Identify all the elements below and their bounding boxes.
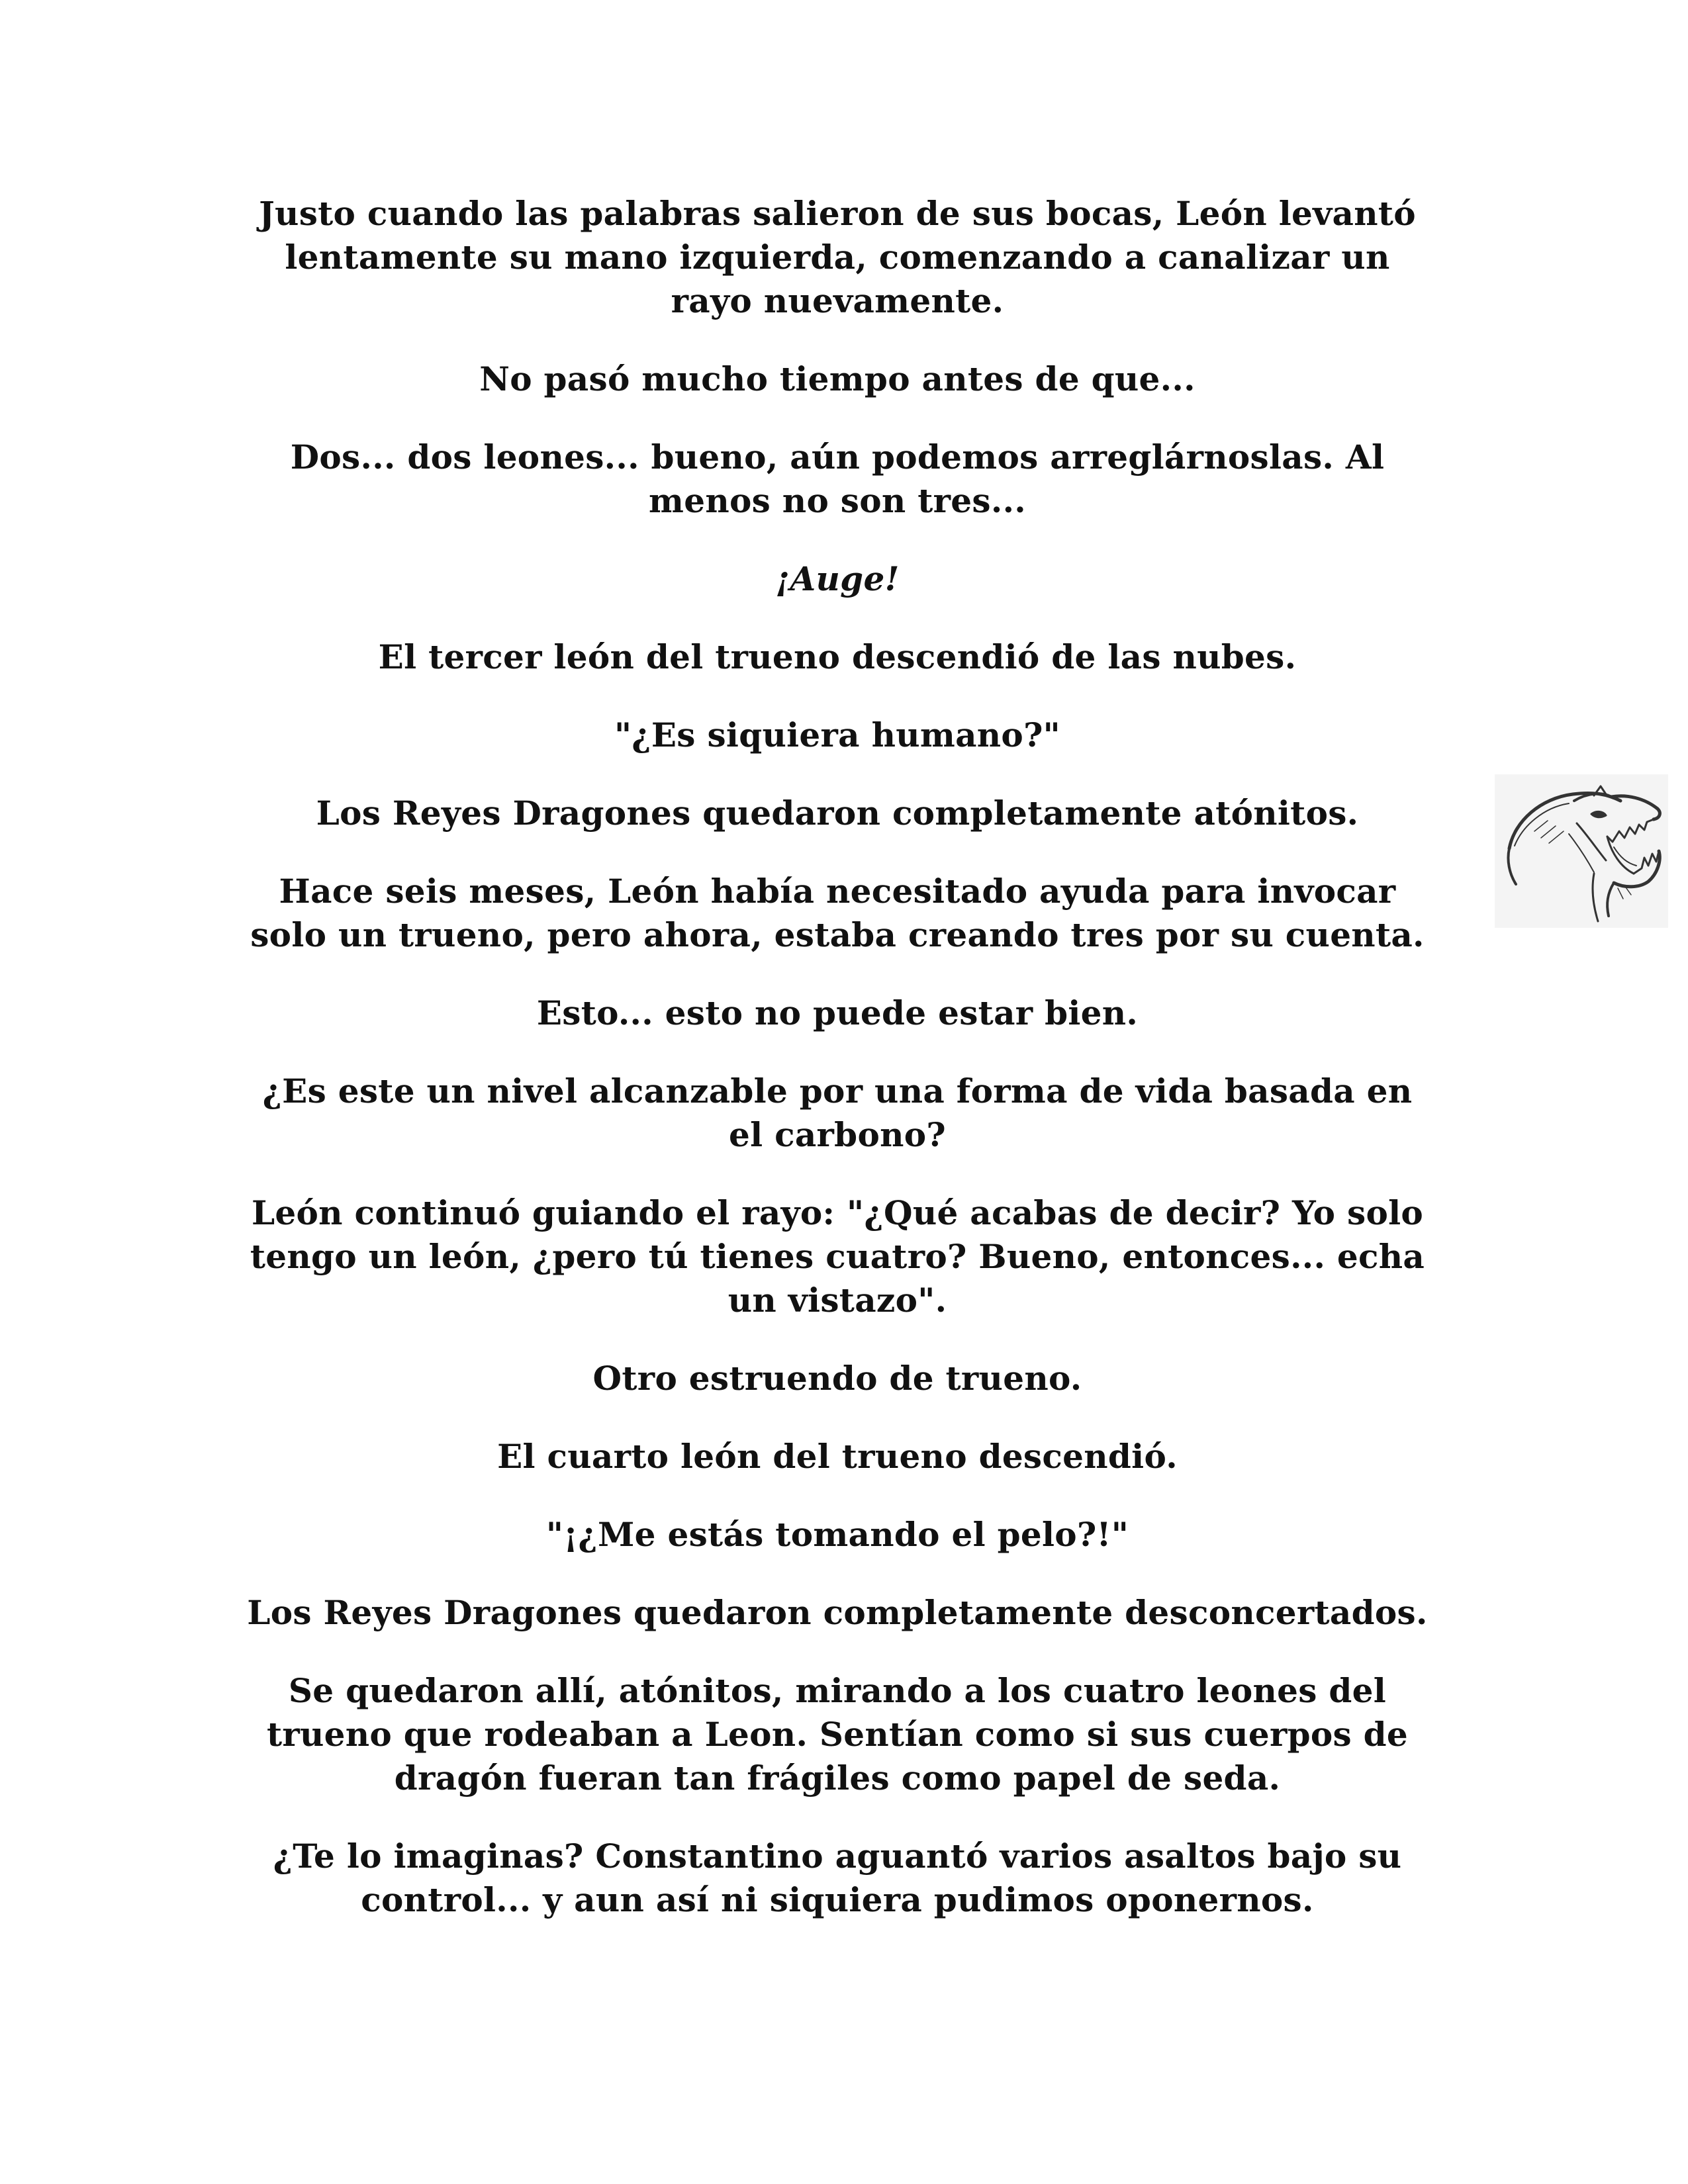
sound-effect-paragraph [218, 557, 1456, 601]
text-line: ¡Auge! [775, 559, 900, 598]
text-line: menos no son tres... [649, 481, 1026, 520]
text-line: Los Reyes Dragones quedaron completamente atónitos. [316, 794, 1359, 833]
text-line: tengo un león, ¿pero tú tienes cuatro? Bueno, entonces... echa [250, 1237, 1425, 1276]
paragraph [218, 792, 1456, 835]
text-line: León continuó guiando el rayo: "¿Qué acabas de decir? Yo solo [251, 1193, 1424, 1232]
document-body [218, 192, 1456, 1956]
paragraph [218, 635, 1456, 679]
paragraph [218, 1591, 1456, 1635]
text-line: solo un trueno, pero ahora, estaba creando tres por su cuenta. [250, 915, 1425, 954]
text-line: "¿Es siquiera humano?" [614, 715, 1061, 754]
paragraph [218, 1835, 1456, 1922]
text-line: el carbono? [728, 1115, 946, 1154]
text-line: rayo nuevamente. [671, 281, 1004, 320]
text-line: No pasó mucho tiempo antes de que... [479, 359, 1196, 398]
text-line: El cuarto león del trueno descendió. [497, 1437, 1178, 1476]
paragraph [218, 192, 1456, 323]
paragraph [218, 357, 1456, 401]
paragraph [218, 1669, 1456, 1800]
paragraph [218, 870, 1456, 957]
paragraph [218, 1191, 1456, 1322]
text-line: un vistazo". [727, 1281, 947, 1320]
dragon-head-sketch-icon [1495, 774, 1668, 928]
paragraph [218, 1069, 1456, 1157]
text-line: Justo cuando las palabras salieron de sus bocas, León levantó [259, 194, 1416, 233]
text-line: ¿Es este un nivel alcanzable por una forma de vida basada en [262, 1071, 1413, 1111]
text-line: dragón fueran tan frágiles como papel de seda. [394, 1758, 1281, 1797]
paragraph [218, 435, 1456, 523]
text-line: Otro estruendo de trueno. [592, 1359, 1082, 1398]
text-line: "¡¿Me estás tomando el pelo?!" [545, 1515, 1129, 1554]
dialogue-paragraph [218, 713, 1456, 757]
text-line: trueno que rodeaban a Leon. Sentían como si sus cuerpos de [266, 1715, 1409, 1754]
text-line: El tercer león del trueno descendió de las nubes. [378, 637, 1297, 676]
text-line: Dos... dos leones... bueno, aún podemos arreglárnoslas. Al [290, 437, 1385, 477]
text-line: lentamente su mano izquierda, comenzando a canalizar un [285, 238, 1390, 277]
text-line: Hace seis meses, León había necesitado ayuda para invocar [279, 872, 1396, 911]
paragraph [218, 1357, 1456, 1400]
text-line: Se quedaron allí, atónitos, mirando a los cuatro leones del [288, 1671, 1387, 1710]
text-line: Los Reyes Dragones quedaron completamente desconcertados. [247, 1593, 1428, 1632]
paragraph [218, 1435, 1456, 1479]
text-line: ¿Te lo imaginas? Constantino aguantó varios asaltos bajo su [273, 1837, 1402, 1876]
dialogue-paragraph [218, 1513, 1456, 1557]
text-line: Esto... esto no puede estar bien. [536, 993, 1139, 1032]
text-line: control... y aun así ni siquiera pudimos oponernos. [361, 1880, 1314, 1919]
paragraph [218, 991, 1456, 1035]
